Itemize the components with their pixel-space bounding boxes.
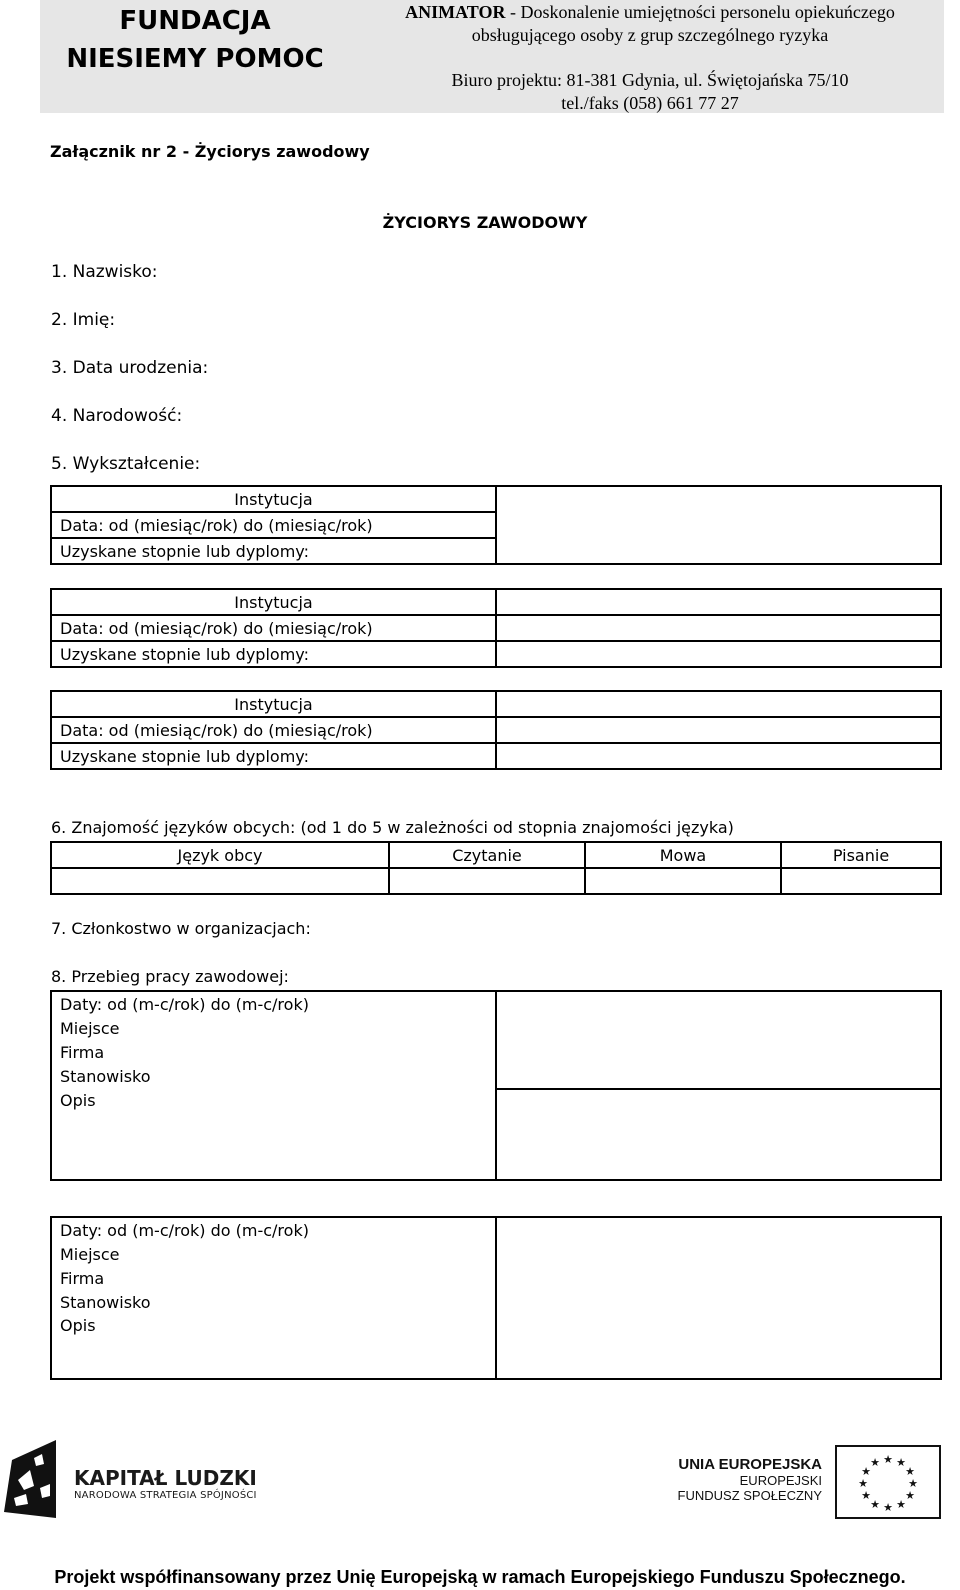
page-header [40,0,944,113]
cofinancing-note: Projekt współfinansowany przez Unię Europejską w ramach Europejskiego Funduszu Społecznego. [54,1567,906,1587]
svg-text:★: ★ [870,1498,880,1511]
organization-name [60,2,330,78]
degrees-label: Uzyskane stopnie lub dyplomy: [51,538,496,564]
speaking-column-header: Mowa [585,842,781,868]
svg-text:★: ★ [861,1489,871,1502]
svg-text:★: ★ [908,1477,918,1490]
degrees-label: Uzyskane stopnie lub dyplomy: [51,743,496,769]
project-title: - Doskonalenie umiejętności personelu opiekuńczego [505,2,895,22]
education-table-2 [50,588,942,668]
dates-label: Data: od (miesiąc/rok) do (miesiąc/rok) [51,512,496,538]
speaking-level-field[interactable] [585,868,781,894]
education-label: 5. Wykształcenie: [51,454,201,474]
svg-text:★: ★ [883,1453,893,1466]
reading-column-header: Czytanie [389,842,585,868]
kapital-ludzki-logo-icon [4,1440,56,1518]
reading-level-field[interactable] [389,868,585,894]
dates-field[interactable] [496,717,941,743]
surname-label: 1. Nazwisko: [51,262,158,282]
writing-level-field[interactable] [781,868,941,894]
career-dates-label: Daty: od (m-c/rok) do (m-c/rok) [51,1217,496,1242]
career-description-field[interactable] [496,1089,941,1180]
kapital-ludzki-subtitle: NARODOWA STRATEGIA SPÓJNOŚCI [74,1490,257,1501]
project-name: ANIMATOR [405,2,506,22]
institution-label: Instytucja [51,589,496,615]
institution-label: Instytucja [51,486,496,512]
education-table-1 [50,485,942,565]
career-place-label: Miejsce [51,1016,496,1040]
institution-field[interactable] [496,691,941,717]
career-description-field[interactable] [496,1314,941,1379]
career-position-field[interactable] [496,1064,941,1089]
eu-fund-text [600,1456,822,1503]
institution-label: Instytucja [51,691,496,717]
nationality-label: 4. Narodowość: [51,406,183,426]
kapital-ludzki-title: KAPITAŁ LUDZKI [74,1466,257,1490]
degrees-label: Uzyskane stopnie lub dyplomy: [51,641,496,667]
career-position-label: Stanowisko [51,1064,496,1089]
career-place-label: Miejsce [51,1242,496,1266]
eu-fund-line1: EUROPEJSKI [739,1473,822,1488]
degrees-field[interactable] [496,743,941,769]
degrees-field[interactable] [496,641,941,667]
first-name-label: 2. Imię: [51,310,116,330]
career-dates-label: Daty: od (m-c/rok) do (m-c/rok) [51,991,496,1016]
languages-heading: 6. Znajomość języków obcych: (od 1 do 5 w zależności od stopnia znajomości języka) [51,818,734,837]
svg-text:★: ★ [883,1501,893,1514]
eu-name: UNIA EUROPEJSKA [678,1456,822,1473]
career-description-label: Opis [51,1314,496,1379]
education-entry-field[interactable] [496,486,941,564]
svg-text:★: ★ [905,1489,915,1502]
document-title: ŻYCIORYS ZAWODOWY [382,213,588,232]
svg-text:★: ★ [858,1477,868,1490]
career-company-label: Firma [51,1266,496,1290]
career-position-field[interactable] [496,1290,941,1314]
attachment-label: Załącznik nr 2 - Życiorys zawodowy [50,142,370,161]
career-table-2 [50,1216,942,1380]
career-table-1 [50,990,942,1181]
membership-label: 7. Członkostwo w organizacjach: [51,919,311,938]
svg-text:★: ★ [896,1456,906,1469]
eu-fund-line2: FUNDUSZ SPOŁECZNY [677,1488,822,1503]
career-description-label: Opis [51,1089,496,1180]
organization-name-line1: FUNDACJA [119,6,271,36]
languages-table [50,841,942,895]
project-phone: tel./faks (058) 661 77 27 [561,93,739,113]
project-info [370,1,930,115]
career-company-label: Firma [51,1040,496,1064]
career-place-field[interactable] [496,1242,941,1266]
project-office-address: Biuro projektu: 81-381 Gdynia, ul. Świętojańska 75/10 [451,70,849,90]
career-dates-field[interactable] [496,991,941,1016]
dates-label: Data: od (miesiąc/rok) do (miesiąc/rok) [51,615,496,641]
institution-field[interactable] [496,589,941,615]
dates-field[interactable] [496,615,941,641]
career-company-field[interactable] [496,1266,941,1290]
svg-text:★: ★ [905,1465,915,1478]
career-company-field[interactable] [496,1040,941,1064]
svg-text:★: ★ [870,1456,880,1469]
dates-label: Data: od (miesiąc/rok) do (miesiąc/rok) [51,717,496,743]
career-heading: 8. Przebieg pracy zawodowej: [51,967,289,986]
career-position-label: Stanowisko [51,1290,496,1314]
svg-text:★: ★ [896,1498,906,1511]
education-table-3 [50,690,942,770]
project-title-line2: obsługującego osoby z grup szczególnego ryzyka [471,25,829,45]
career-place-field[interactable] [496,1016,941,1040]
language-field[interactable] [51,868,389,894]
organization-name-line2: NIESIEMY POMOC [66,44,324,74]
eu-flag-icon [835,1445,941,1519]
birth-date-label: 3. Data urodzenia: [51,358,209,378]
svg-text:★: ★ [861,1465,871,1478]
language-column-header: Język obcy [51,842,389,868]
career-dates-field[interactable] [496,1217,941,1242]
writing-column-header: Pisanie [781,842,941,868]
